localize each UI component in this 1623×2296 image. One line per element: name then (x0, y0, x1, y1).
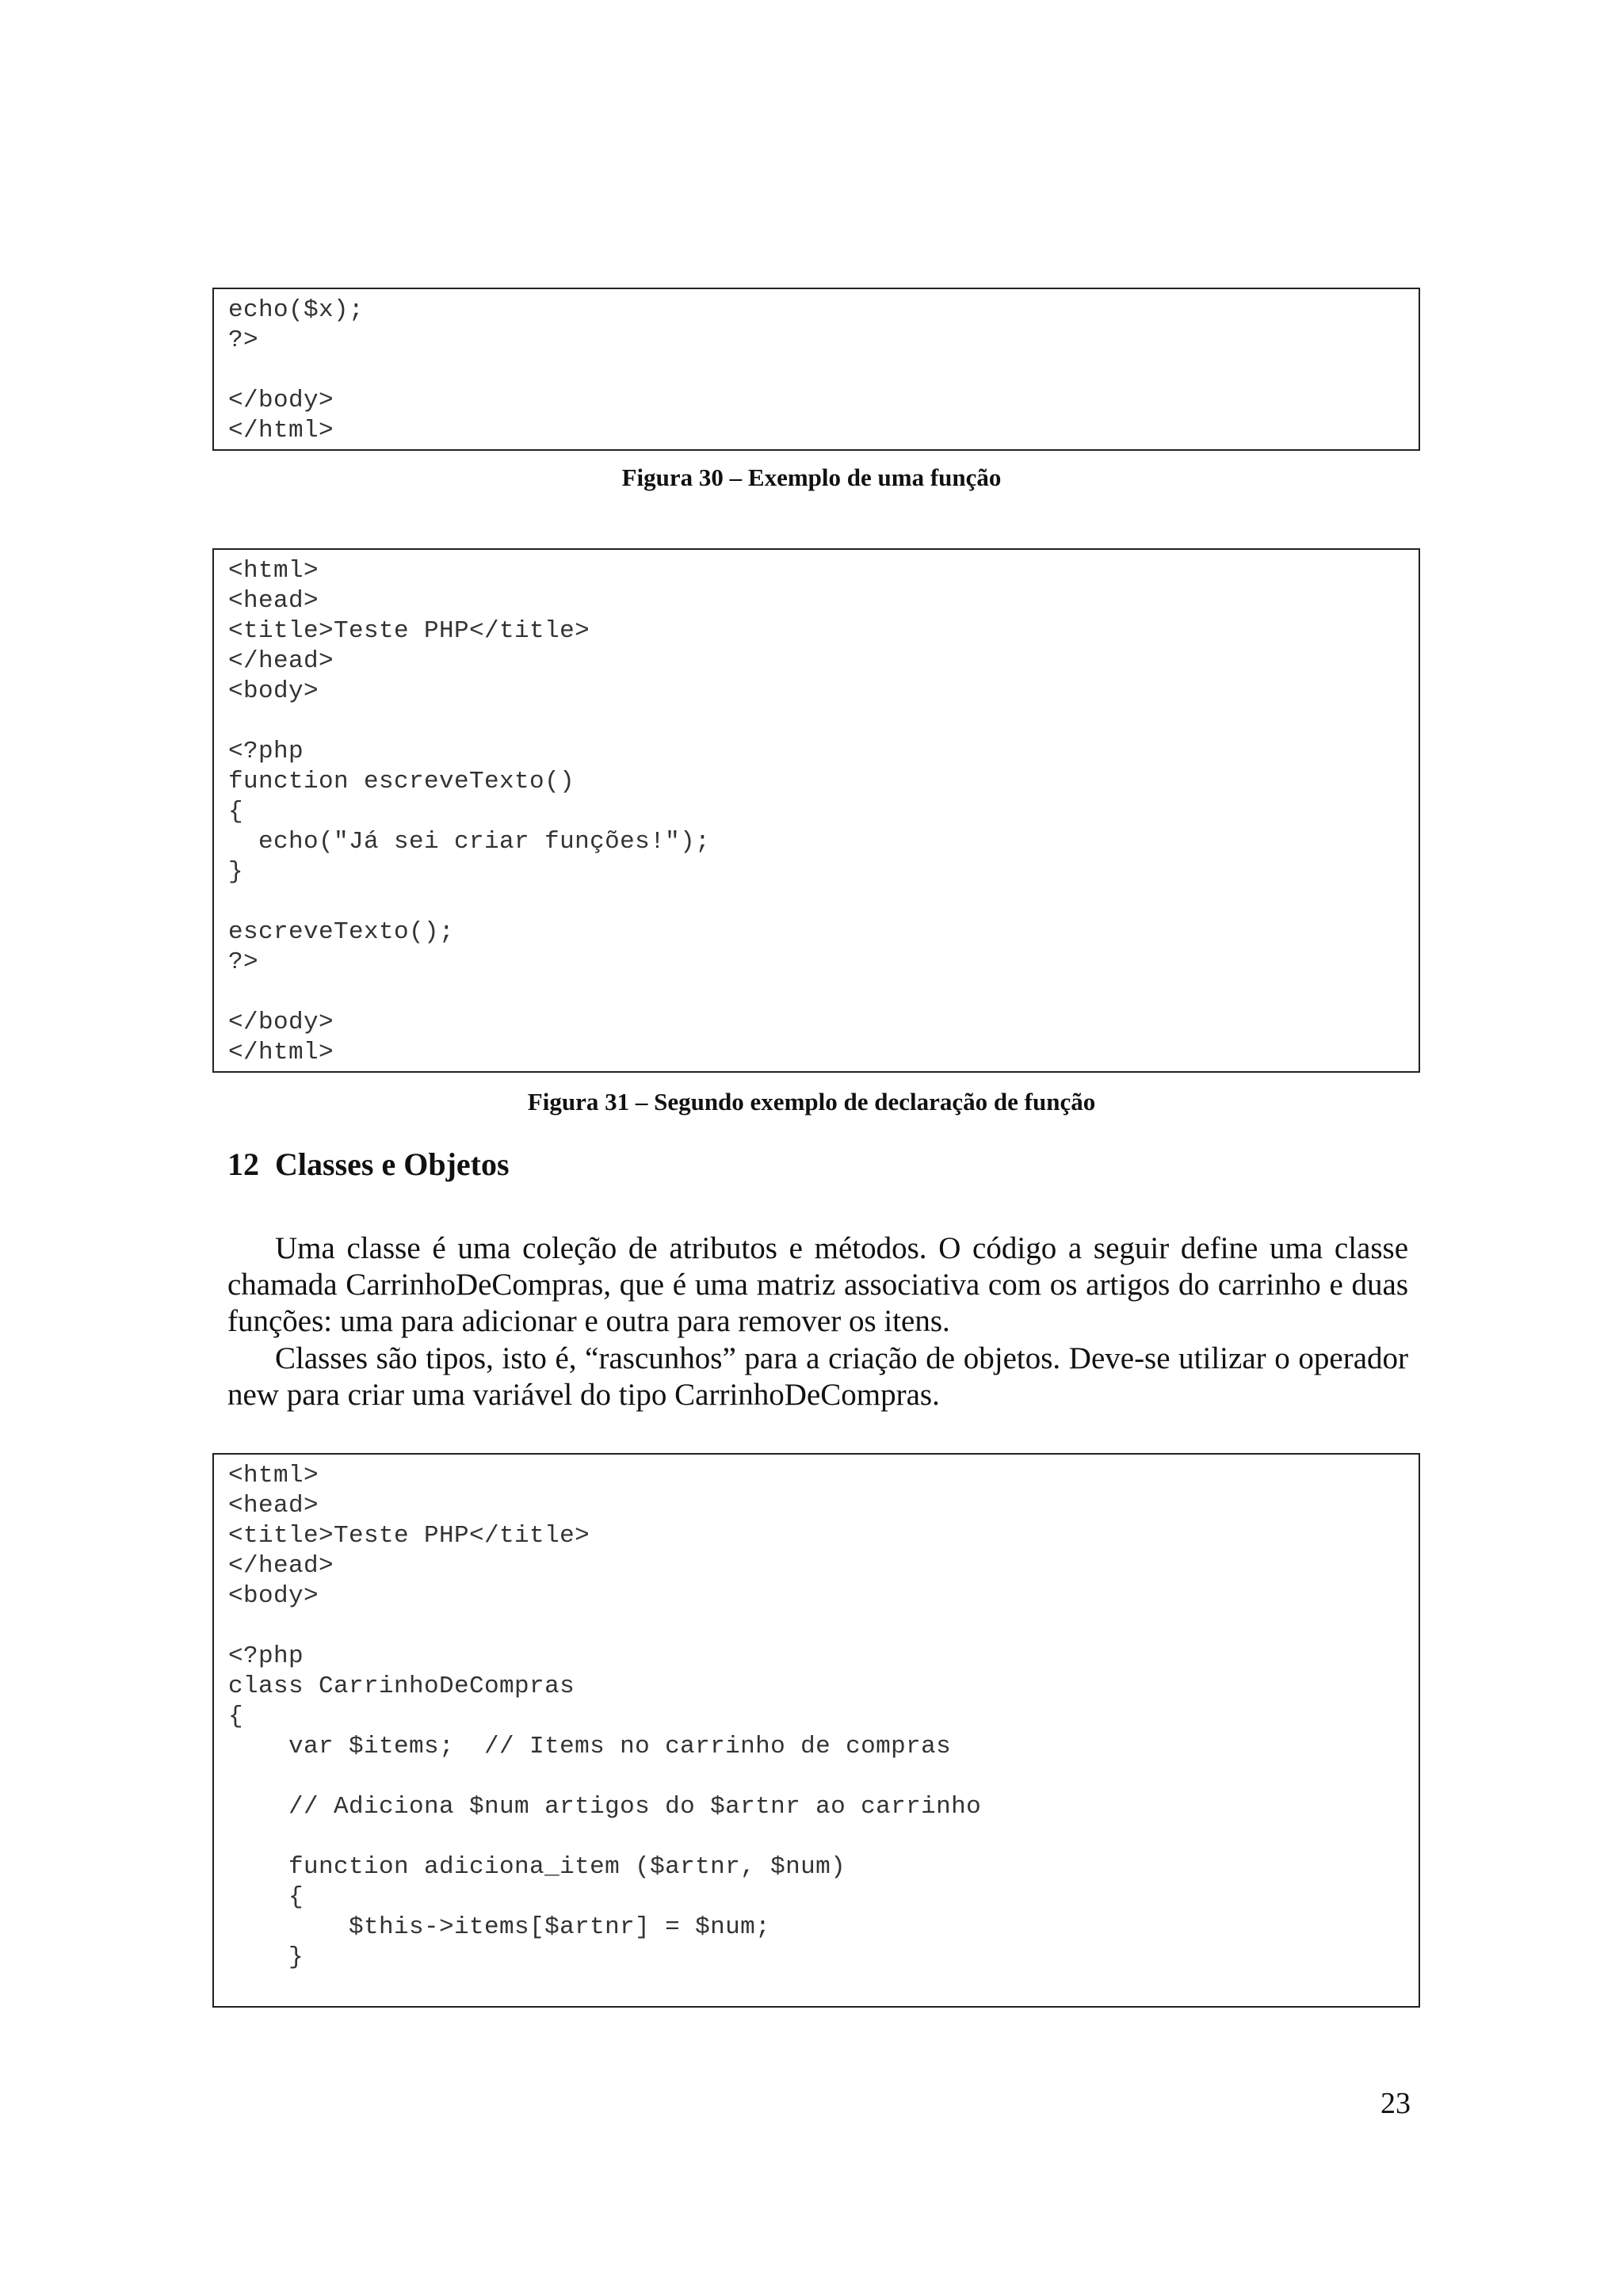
figure-31-caption: Figura 31 – Segundo exemplo de declaração de função (527, 1088, 1096, 1116)
code-line: function adiciona_item ($artnr, $num) (228, 1853, 846, 1881)
code-line: ?> (228, 948, 259, 976)
code-line: <title>Teste PHP</title> (228, 617, 590, 645)
code-line: var $items; // Items no carrinho de compras (228, 1733, 952, 1760)
code-block-classes (212, 1453, 1420, 2008)
code-line: </html> (228, 1039, 334, 1066)
code-line: escreveTexto(); (228, 918, 455, 946)
code-line: <body> (228, 677, 319, 705)
code-line: { (228, 798, 244, 826)
code-line: class CarrinhoDeCompras (228, 1672, 575, 1700)
page-number: 23 (1381, 2087, 1411, 2120)
code-line (228, 1973, 1404, 2003)
code-line: <?php (228, 1642, 304, 1670)
code-line (228, 1762, 1404, 1792)
code-line: <html> (228, 557, 319, 585)
code-line: echo($x); (228, 296, 365, 324)
code-line: } (228, 1943, 304, 1971)
section-heading (227, 1146, 510, 1184)
code-line: { (228, 1703, 244, 1730)
code-line: // Adiciona $num artigos do $artnr ao carrinho (228, 1793, 982, 1821)
body-paragraph: Classes são tipos, isto é, “rascunhos” para a criação de objetos. Deve-se utilizar o operador new para criar uma variável do tipo CarrinhoDeCompras. (227, 1341, 1408, 1412)
body-paragraph: Uma classe é uma coleção de atributos e métodos. O código a seguir define uma classe chamada CarrinhoDeCompras, que é uma matriz associativa com os artigos do carrinho e duas funções: uma para adicionar e outra para remover os itens. (227, 1231, 1408, 1338)
code-line: <title>Teste PHP</title> (228, 1522, 590, 1550)
code-line: echo("Já sei criar funções!"); (228, 828, 711, 856)
code-line: <body> (228, 1582, 319, 1610)
code-line: ?> (228, 326, 259, 354)
section-title: Classes e Objetos (275, 1146, 510, 1182)
code-line (228, 978, 1404, 1008)
code-line: </html> (228, 417, 334, 444)
code-line (228, 707, 1404, 737)
code-line: <html> (228, 1462, 319, 1489)
code-line: </head> (228, 1552, 334, 1580)
code-line (228, 1611, 1404, 1642)
code-line: $this->items[$artnr] = $num; (228, 1913, 771, 1941)
code-block-figure-30 (212, 288, 1420, 451)
code-line (228, 887, 1404, 917)
code-line: } (228, 858, 244, 886)
code-block-figure-31 (212, 548, 1420, 1073)
section-number: 12 (227, 1146, 259, 1182)
code-line: </head> (228, 647, 334, 675)
code-line: </body> (228, 1009, 334, 1036)
code-line: <head> (228, 587, 319, 615)
figure-30-caption: Figura 30 – Exemplo de uma função (621, 463, 1002, 491)
code-line: </body> (228, 387, 334, 414)
code-line: function escreveTexto() (228, 768, 575, 795)
code-line (228, 1822, 1404, 1852)
code-line: <head> (228, 1492, 319, 1520)
code-line: <?php (228, 738, 304, 765)
code-line (228, 356, 1404, 386)
code-line: { (228, 1883, 304, 1911)
